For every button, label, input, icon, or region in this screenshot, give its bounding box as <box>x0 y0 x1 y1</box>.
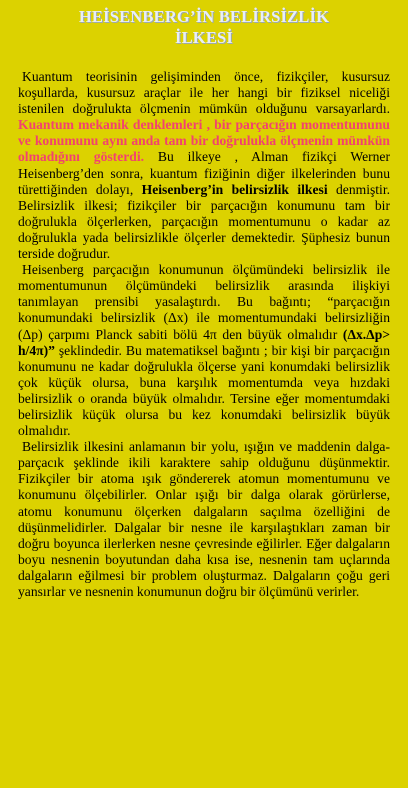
paragraph-2-formula: (Δx.Δp> h/4π)” <box>18 326 390 358</box>
paragraph-3-text-a: Belirsizlik ilkesini anlamanın bir yolu, ışığın ve maddenin dalga-parçacık şeklinde ikili karaktere sahip olduğunu düşünmektir. Fizikçiler bir atoma ışık göndererek atomun momentumunu ve konumunu ölçebilirler. Onlar ışığı bir dalga olarak görürlerse, atomu konumunu ölçerken dalgaların saçılma özelliğini de düşünmelidirler. Dalgalar bir nesne ile karşılaştıkları zaman bir doğru boyunca ilerlerken nesne çevresinde eğilirler. Eğer dalgaların boyu nesnenin boyutundan daha kısa ise, nesnenin tam uçlarında dalgaların eğilmesi bir problem oluşturmaz. Dalgaların çoğu geri yansırlar ve nesnenin konumunun doğru bir ölçümünü verirler. <box>18 439 390 599</box>
paragraph-2 <box>18 262 390 439</box>
paragraph-2-text-b: şeklindedir. Bu matematiksel bağıntı ; bir kişi bir parçacığın konumunu ne kadar doğrulukla ölçerse yani konumdaki belirsizlik çok küçük olursa, buna karşılık momentumda veya hızdaki belirsizlik o oranda büyük olmalıdır. Tersine eğer momentumdaki belirsizlik küçük olursa bu kez konumdaki belirsizlik büyük olmalıdır. <box>18 342 390 439</box>
paragraph-1 <box>18 69 390 262</box>
title-line-2: İLKESİ <box>174 28 234 47</box>
paragraph-1-highlight: Kuantum mekanik denklemleri , bir parçacığın momentumunu ve konumunu aynı anda tam bir doğrulukla ölçmenin mümkün olmadığını gösterdi. <box>18 117 390 165</box>
paragraph-1-text-b: Bu ilkeye , Alman fizikçi Werner Heisenberg’den sonra, kuantum fiziğinin diğer ilkelerinden bunu türettiğinden dolayı, <box>18 149 390 197</box>
paragraph-1-bold-term: Heisenberg’in belirsizlik ilkesi <box>141 181 328 197</box>
paragraph-1-text-c: denmiştir. Belirsizlik ilkesi; fizikçiler bir parçacığın konumunu tam bir doğrulukla ölçerlerken, parçacığın momentumunu o kadar az doğrulukla yada belirsizlikle ölçerler demektedir. Şüphesiz bunun terside doğrudur. <box>18 181 390 262</box>
paragraph-2-text-a: Heisenberg parçacığın konumunun ölçümündeki belirsizlik ile momentumunun ölçümündeki belirsizlik arasında ilişkiyi tanımlayan prensibi yasalaştırdı. Bu bağıntı; “parçacığın konumundaki belirsizlik (Δx) ile momentumundaki belirsizliğin (Δp) çarpımı Planck sabiti bölü 4π den büyük olmalıdır <box>18 262 390 342</box>
paragraph-3 <box>18 439 390 600</box>
document-title <box>18 6 390 48</box>
paragraph-1-text-a: Kuantum teorisinin gelişiminden önce, fizikçiler, kusursuz koşullarda, kusursuz araçlar ile her hangi bir fiziksel niceliği istenilen doğrulukta ölçmenin mümkün olduğunu varsayarlardı. <box>18 69 390 117</box>
title-line-1: HEİSENBERG’İN BELİRSİZLİK <box>78 7 330 26</box>
